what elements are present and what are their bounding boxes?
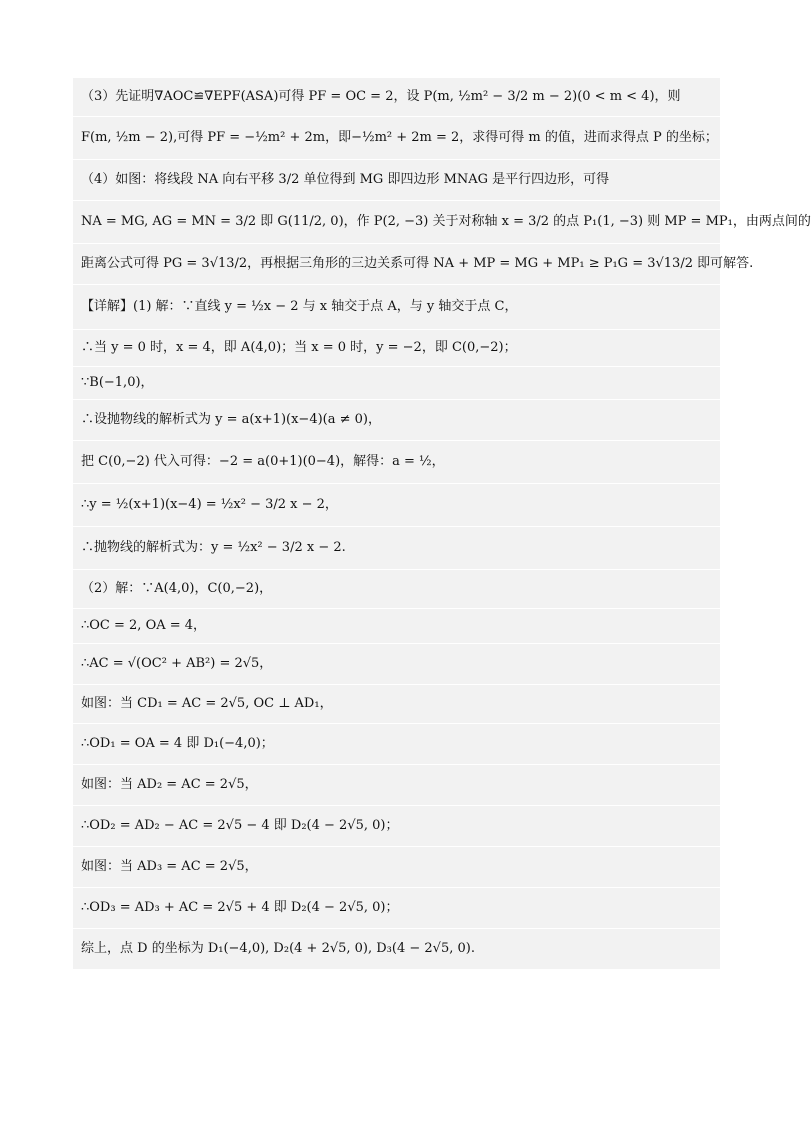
solution-line-text: 综上，点 D 的坐标为 D₁(−4,0), D₂(4 + 2√5, 0), D₃(4 − 2√5, 0). — [81, 941, 475, 956]
solution-line — [73, 441, 720, 484]
solution-line-text: ∴y = ½(x+1)(x−4) = ½x² − 3/2 x − 2， — [81, 497, 338, 512]
solution-line-text: （4）如图：将线段 NA 向右平移 3/2 单位得到 MG 即四边形 MNAG 是平行四边形，可得 — [81, 172, 610, 187]
solution-line-text: ∴AC = √(OC² + AB²) = 2√5， — [81, 656, 273, 671]
solution-line-text: 把 C(0,−2) 代入可得：−2 = a(0+1)(0−4)，解得：a = ½， — [81, 454, 445, 469]
solution-line-text: ∴设抛物线的解析式为 y = a(x+1)(x−4)(a ≠ 0)， — [81, 412, 381, 427]
solution-line-text: ∴当 y = 0 时，x = 4，即 A(4,0)；当 x = 0 时，y = −2，即 C(0,−2)； — [81, 340, 517, 355]
solution-line — [73, 78, 720, 117]
solution-line — [73, 644, 720, 685]
solution-line — [73, 765, 720, 806]
solution-line-text: 如图：当 AD₂ = AC = 2√5， — [81, 777, 258, 792]
solution-line — [73, 847, 720, 888]
solution-line — [73, 888, 720, 929]
solution-line-text: 【详解】(1) 解：∵直线 y = ½x − 2 与 x 轴交于点 A，与 y 轴交于点 C， — [81, 299, 518, 314]
solution-line — [73, 484, 720, 527]
solution-line — [73, 724, 720, 765]
solution-line — [73, 685, 720, 724]
solution-line-text: ∴抛物线的解析式为：y = ½x² − 3/2 x − 2. — [81, 540, 346, 555]
solution-line-text: ∴OC = 2, OA = 4， — [81, 618, 207, 633]
solution-line-text: 距离公式可得 PG = 3√13/2，再根据三角形的三边关系可得 NA + MP = MG + MP₁ ≥ P₁G = 3√13/2 即可解答. — [81, 256, 754, 271]
solution-line-text: NA = MG, AG = MN = 3/2 即 G(11/2, 0)，作 P(2, −3) 关于对称轴 x = 3/2 的点 P₁(1, −3) 则 MP = MP₁，由两点间的 — [81, 214, 811, 229]
solution-line — [73, 201, 811, 244]
solution-line-text: （2）解：∵A(4,0)，C(0,−2)， — [81, 581, 273, 596]
solution-text-block — [73, 78, 811, 970]
solution-line-text: 如图：当 AD₃ = AC = 2√5， — [81, 859, 258, 874]
solution-line — [73, 400, 720, 441]
solution-line-text: ∵B(−1,0)， — [81, 375, 154, 390]
solution-line — [73, 244, 754, 285]
solution-line — [73, 367, 720, 400]
solution-line — [73, 527, 720, 570]
solution-line — [73, 330, 720, 367]
solution-line — [73, 806, 720, 847]
solution-line-text: （3）先证明∇AOC≌∇EPF(ASA)可得 PF = OC = 2，设 P(m, ½m² − 3/2 m − 2)(0 < m < 4)，则 — [81, 89, 681, 104]
solution-line — [73, 929, 720, 970]
solution-line — [73, 285, 720, 330]
solution-line-text: ∴OD₁ = OA = 4 即 D₁(−4,0)； — [81, 736, 274, 751]
solution-line-text: ∴OD₂ = AD₂ − AC = 2√5 − 4 即 D₂(4 − 2√5, 0)； — [81, 818, 399, 833]
solution-line-text: F(m, ½m − 2),可得 PF = −½m² + 2m，即−½m² + 2m = 2，求得可得 m 的值，进而求得点 P 的坐标； — [81, 130, 718, 145]
solution-line — [73, 609, 720, 644]
solution-line-text: ∴OD₃ = AD₃ + AC = 2√5 + 4 即 D₂(4 − 2√5, 0)； — [81, 900, 399, 915]
solution-line-text: 如图：当 CD₁ = AC = 2√5, OC ⊥ AD₁， — [81, 696, 333, 711]
solution-line — [73, 570, 720, 609]
solution-line — [73, 160, 720, 201]
solution-line — [73, 117, 720, 160]
